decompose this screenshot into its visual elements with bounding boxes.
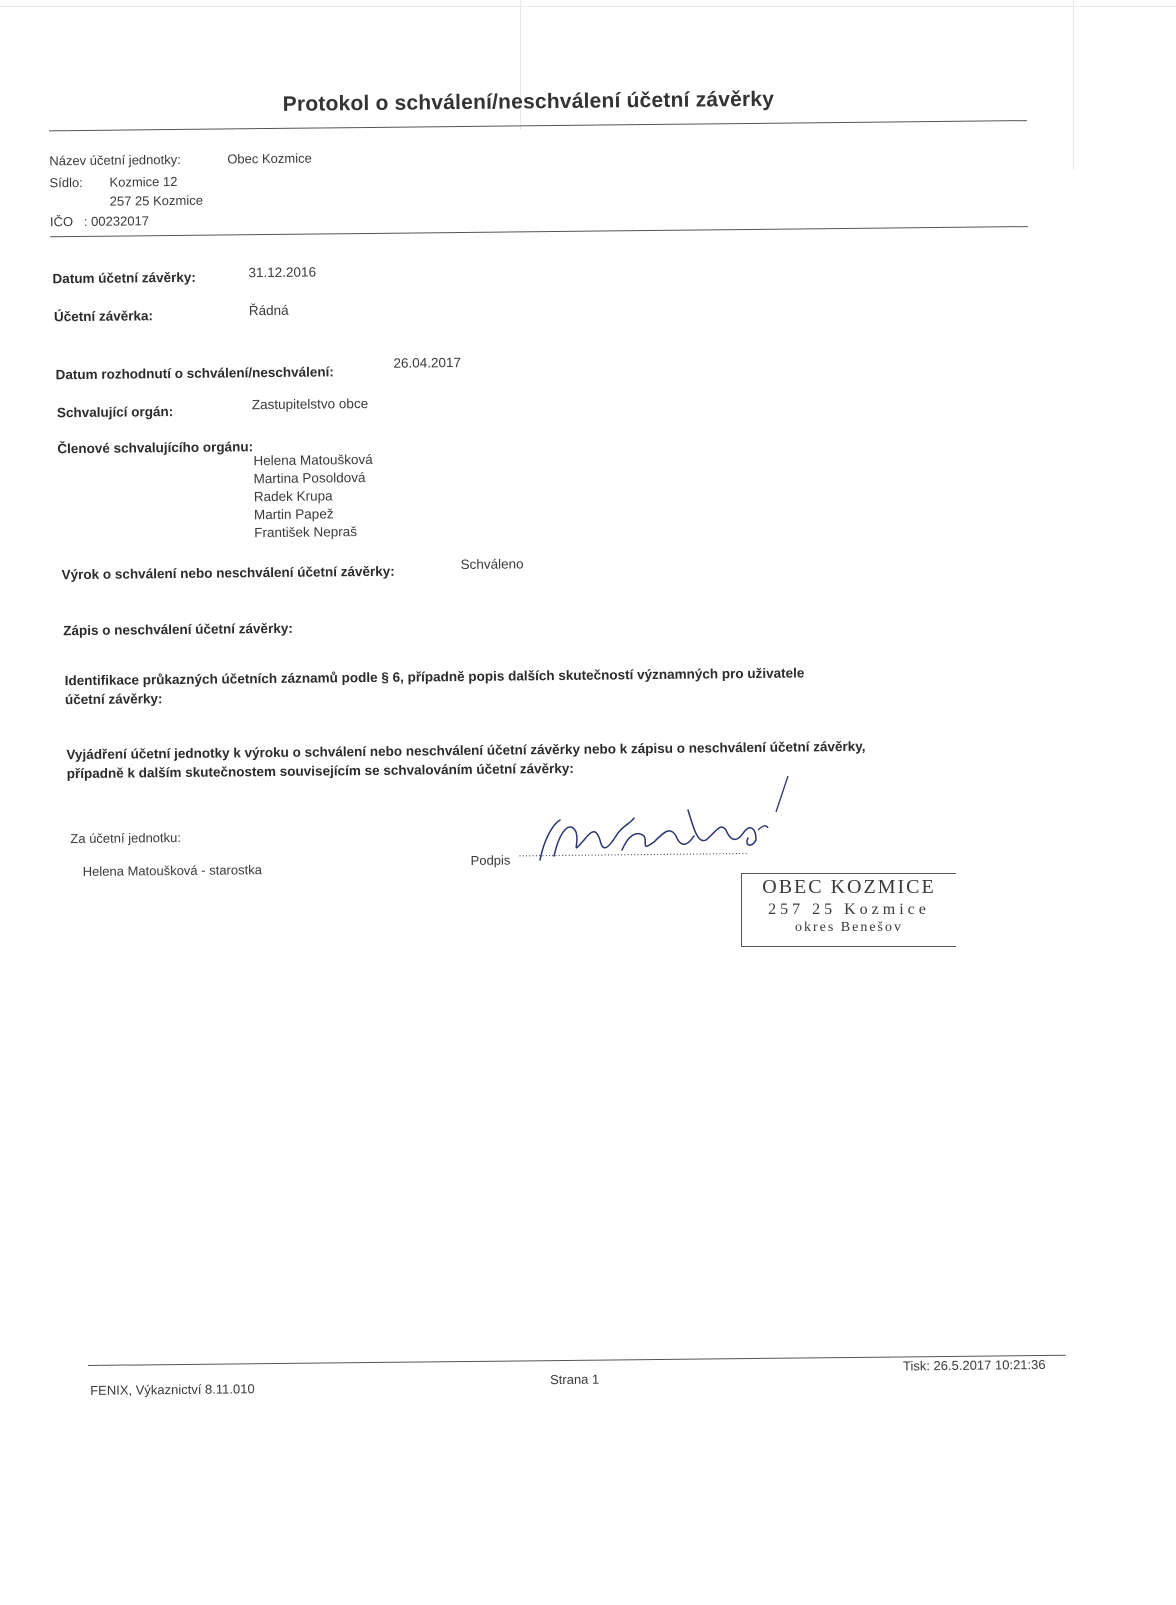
member-item: Helena Matoušková [253,451,373,469]
member-item: Martina Posoldová [253,470,366,487]
for-entity-label: Za účetní jednotku: [70,829,182,847]
decision-date-value: 26.04.2017 [393,355,462,371]
identification-line1: Identifikace průkazných účetních záznamů podle § 6, případně popis dalších skutečností významných pro uživatele [64,665,805,689]
stamp-line2: 257 25 Kozmice [768,901,930,918]
footer-print-timestamp: Tisk: 26.5.2017 10:21:36 [902,1356,1046,1374]
entity-seat-label: Sídlo: [49,174,83,191]
closing-type-label: Účetní závěrka: [53,308,154,325]
members-label: Členové schvalujícího orgánu: [57,439,254,457]
decision-date-label: Datum rozhodnutí o schválení/neschválení: [55,364,334,383]
stamp-line3: okres Benešov [794,920,904,935]
statement-line2: případně k dalším skutečnostem souvisejícím se schvalováním účetní závěrky: [66,760,574,782]
document-title: Protokol o schválení/neschválení účetní závěrky [282,87,775,116]
footer-software: FENIX, Výkaznictví 8.11.010 [90,1381,255,1398]
entity-name-label: Název účetní jednotky: [49,151,181,169]
record-label: Zápis o neschválení účetní závěrky: [63,620,293,639]
signatory-name: Helena Matoušková - starostka [82,862,262,880]
signature-label: Podpis [470,852,511,868]
entity-seat-line2: 257 25 Kozmice [109,192,204,209]
approving-body-value: Zastupitelstvo obce [251,395,369,413]
identification-line2: účetní závěrky: [64,691,163,708]
closing-type-value: Řádná [248,302,289,319]
member-item: Martin Papež [253,506,334,523]
entity-seat-line1: Kozmice 12 [109,173,178,190]
verdict-label: Výrok o schválení nebo neschválení účetní závěrky: [61,563,395,583]
entity-ico-value: : 00232017 [83,213,150,229]
official-stamp [741,873,956,947]
title-rule [49,120,1027,131]
closing-date-label: Datum účetní závěrky: [52,269,196,287]
verdict-value: Schváleno [460,556,524,573]
entity-name-value: Obec Kozmice [227,150,312,167]
member-item: Radek Krupa [253,488,333,505]
footer-page-number: Strana 1 [549,1371,600,1388]
approving-body-label: Schvalující orgán: [56,404,174,421]
entity-ico-label: IČO [49,214,74,230]
member-item: František Nepraš [254,524,358,541]
stamp-line1: OBEC KOZMICE [762,876,936,898]
statement-line1: Vyjádření účetní jednotky k výroku o schválení nebo neschválení účetní závěrky nebo k zápisu o neschválení účetní závěrky, [66,738,866,763]
header-rule [50,226,1028,237]
closing-date-value: 31.12.2016 [248,264,317,281]
signature-dotted-line: ...................................................................... [518,846,749,860]
handwritten-signature [530,770,800,870]
